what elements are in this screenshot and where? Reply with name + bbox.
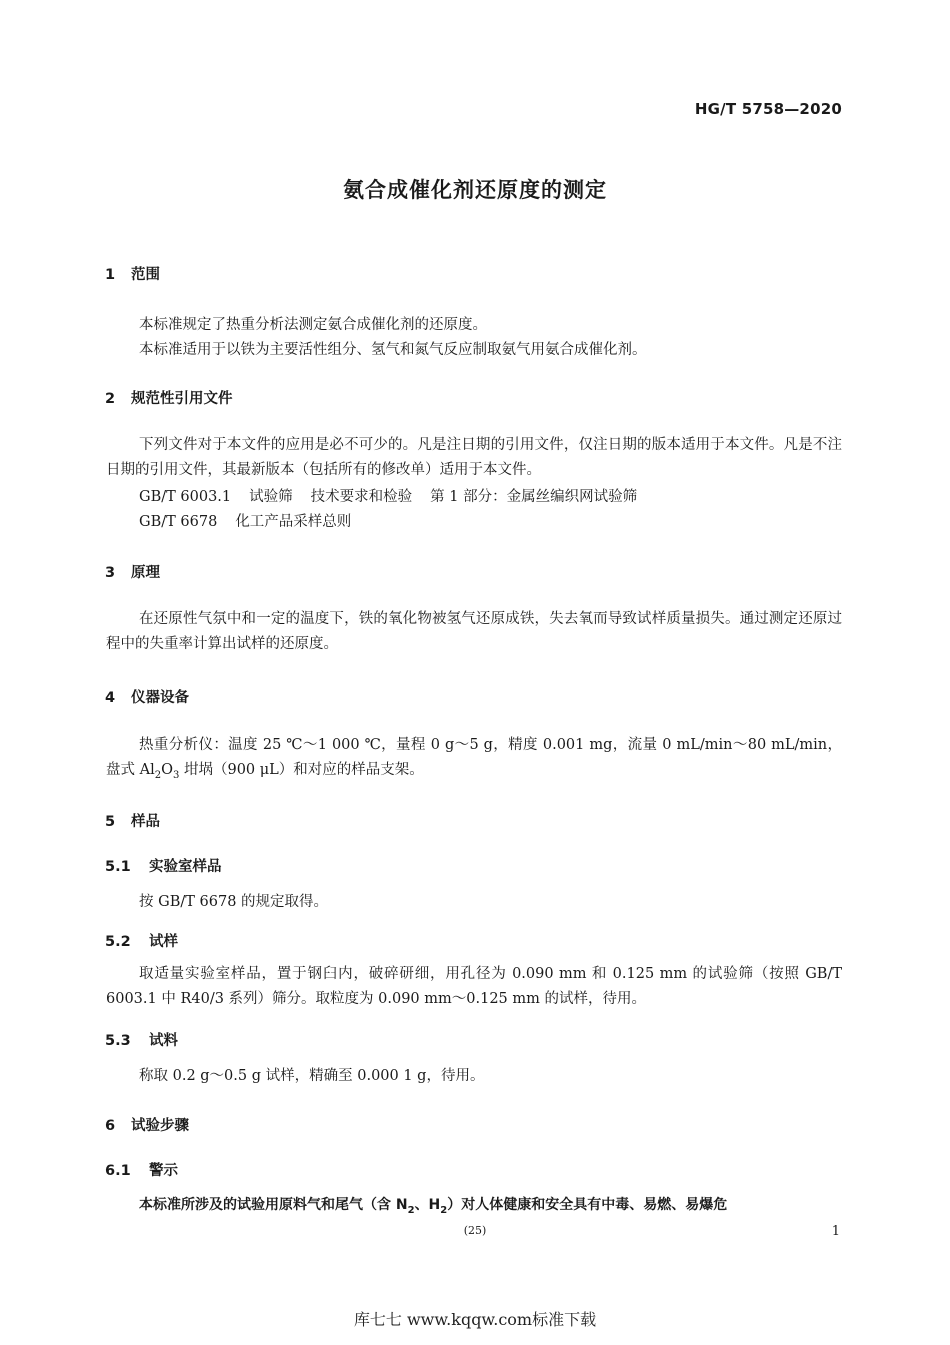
section-4-paragraph-1: [106, 733, 842, 788]
normative-reference-2: [139, 510, 351, 531]
section-6-1-warning-text: [139, 1193, 844, 1223]
standard-code: HG/T 5758—2020: [694, 100, 842, 118]
subscript: 2: [407, 1204, 415, 1216]
section-2-heading: [105, 387, 233, 408]
reference-title: 化工产品采样总则: [235, 514, 352, 530]
section-title: 原理: [131, 565, 160, 581]
subscript: 3: [172, 769, 180, 781]
text-run: 本标准所涉及的试验用原料气和尾气（含 N: [139, 1197, 408, 1213]
section-5-1-heading: [105, 855, 222, 876]
section-title: 试验步骤: [131, 1118, 189, 1134]
section-5-3-heading: [105, 1029, 178, 1050]
text-run: 坩埚（900 μL）和对应的样品支架。: [179, 762, 424, 778]
section-number: 5.3: [105, 1033, 131, 1049]
section-1-heading: [105, 263, 160, 284]
section-title: 规范性引用文件: [131, 391, 233, 407]
section-title: 范围: [131, 267, 160, 283]
section-number: 6.1: [105, 1163, 131, 1179]
section-5-heading: [105, 810, 160, 831]
reference-title-part-b: 技术要求和检验: [310, 489, 413, 505]
section-5-2-heading: [105, 930, 178, 951]
section-number: 6: [105, 1118, 116, 1134]
section-number: 1: [105, 267, 116, 283]
reference-title-part-c: 第 1 部分：金属丝编织网试验筛: [430, 489, 638, 505]
text-run: ）对人体健康和安全具有中毒、易燃、易爆危: [447, 1197, 728, 1213]
section-6-1-heading: [105, 1159, 178, 1180]
document-title: 氨合成催化剂还原度的测定: [343, 178, 607, 202]
section-2-paragraph-1: 下列文件对于本文件的应用是必不可少的。凡是注日期的引用文件，仅注日期的版本适用于本文件。凡是不注日期的引用文件，其最新版本（包括所有的修改单）适用于本文件。: [106, 437, 842, 478]
section-title: 实验室样品: [149, 859, 222, 875]
text-run: 热重分析仪：温度 25 ℃～1 000 ℃，量程 0 g～5 g，精度 0.001 mg，流量 0 mL/min～80 mL/min，盘式 Al: [106, 737, 842, 778]
section-number: 3: [105, 565, 116, 581]
section-number: 5.1: [105, 859, 131, 875]
section-number: 2: [105, 391, 116, 407]
reference-code: GB/T 6678: [139, 514, 218, 530]
normative-reference-1: [139, 485, 637, 506]
section-title: 警示: [149, 1163, 178, 1179]
reference-code: GB/T 6003.1: [139, 489, 232, 505]
section-3-paragraph-1: 在还原性气氛中和一定的温度下，铁的氧化物被氢气还原成铁，失去氧而导致试样质量损失。通过测定还原过程中的失重率计算出试样的还原度。: [106, 611, 842, 652]
subscript: 2: [440, 1204, 448, 1216]
section-number: 5: [105, 814, 116, 830]
section-4-heading: [105, 686, 189, 707]
page-sequence-mark: (25): [463, 1224, 487, 1237]
section-3-heading: [105, 561, 160, 582]
section-title: 试样: [149, 934, 178, 950]
section-title: 样品: [131, 814, 160, 830]
section-number: 5.2: [105, 934, 131, 950]
section-1-paragraph-2: 本标准适用于以铁为主要活性组分、氢气和氮气反应制取氨气用氨合成催化剂。: [139, 342, 647, 358]
section-5-1-paragraph-1: 按 GB/T 6678 的规定取得。: [139, 894, 329, 910]
section-title: 试料: [149, 1033, 178, 1049]
section-6-heading: [105, 1114, 189, 1135]
reference-title-part-a: 试验筛: [249, 489, 293, 505]
section-number: 4: [105, 690, 116, 706]
section-5-2-paragraph-1: 取适量实验室样品，置于钢臼内，破碎研细，用孔径为 0.090 mm 和 0.125 mm 的试验筛（按照 GB/T 6003.1 中 R40/3 系列）筛分。取粒度为 0.090 mm～0.125 mm 的试样，待用。: [106, 966, 842, 1007]
text-run: 、H: [414, 1197, 441, 1213]
subscript: 2: [154, 769, 162, 781]
section-1-paragraph-1: 本标准规定了热重分析法测定氨合成催化剂的还原度。: [139, 317, 487, 333]
section-5-3-paragraph-1: 称取 0.2 g～0.5 g 试样，精确至 0.000 1 g，待用。: [139, 1068, 485, 1084]
text-run: O: [161, 762, 173, 778]
download-site-footer: 库七七 www.kqqw.com标准下载: [353, 1310, 597, 1329]
section-title: 仪器设备: [131, 690, 189, 706]
page-number: 1: [831, 1224, 840, 1239]
